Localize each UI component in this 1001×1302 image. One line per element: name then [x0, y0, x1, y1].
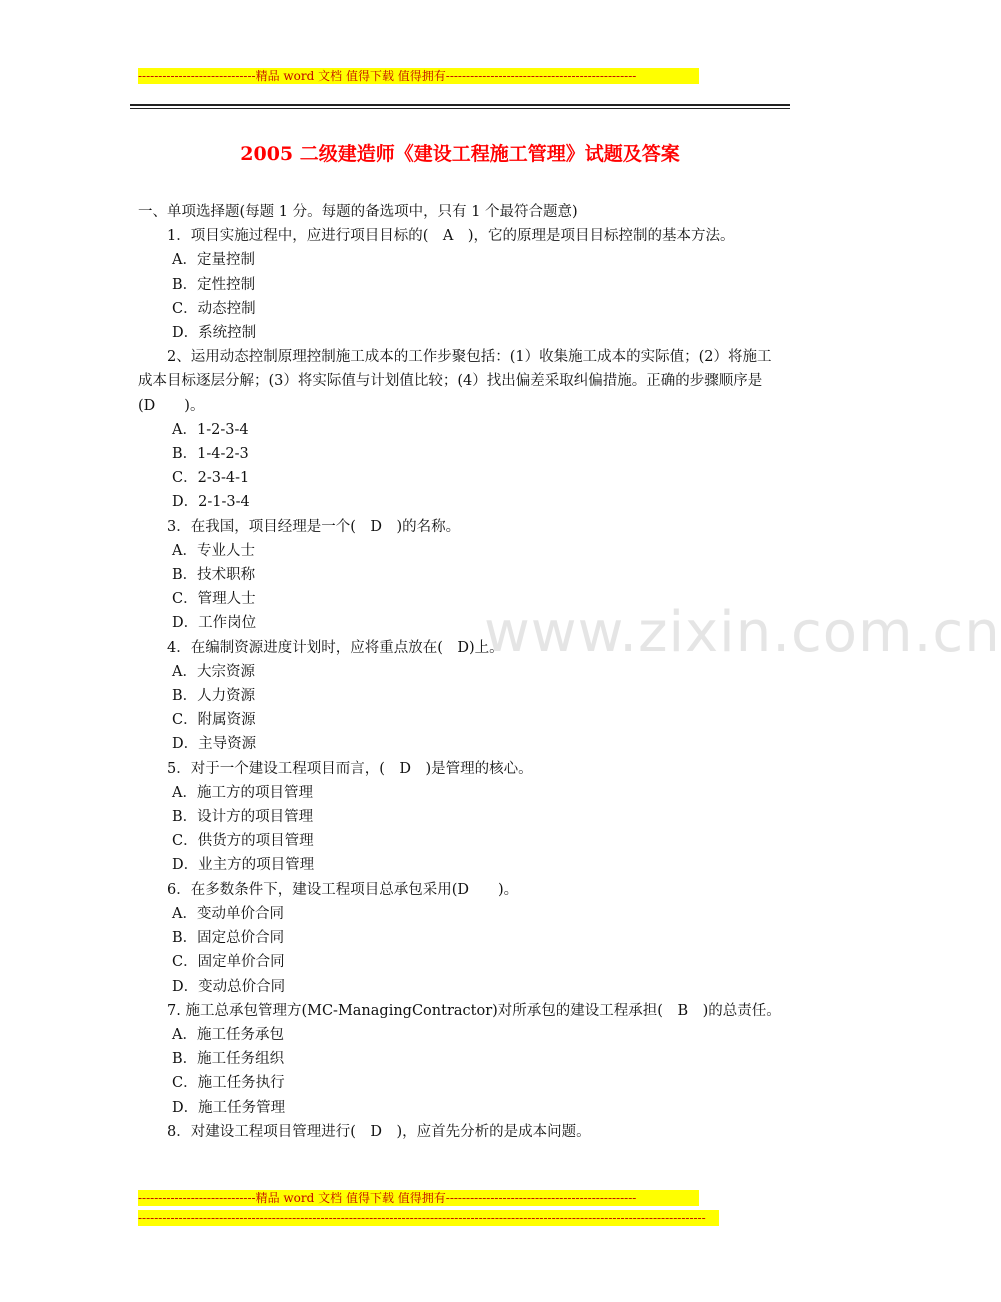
answer-option: D．业主方的项目管理 [172, 857, 315, 874]
watermark: www.zixin.com.cn [484, 600, 1001, 665]
answer-option: D．变动总价合同 [172, 978, 286, 995]
question-stem: 2、运用动态控制原理控制施工成本的工作步聚包括：(1）收集施工成本的实际值；(2）将施工成本目标逐层分解；(3）将实际值与计划值比较；(4）找出偏差采取纠偏措施。正确的步骤顺序是(D )。 [138, 349, 772, 414]
question-stem: 3．在我国，项目经理是一个( D )的名称。 [167, 518, 461, 535]
answer-option: C．固定单价合同 [172, 954, 285, 971]
bottom-dash-line: -------------------------------------------------------------------------------------------------------------------------------------------- [138, 1210, 719, 1226]
top-banner: -----------------------------精品 word 文档 值得下载 值得拥有----------------------------------------------- [138, 68, 699, 84]
document-body [138, 200, 784, 1144]
answer-option: D．主导资源 [172, 736, 257, 753]
answer-option: A．1-2-3-4 [172, 421, 249, 438]
header-rule-thin [130, 108, 790, 109]
question-stem: 4．在编制资源进度计划时，应将重点放在( D)上。 [167, 639, 504, 656]
question-stem: 6．在多数条件下，建设工程项目总承包采用(D )。 [167, 881, 519, 898]
answer-option: A．变动单价合同 [172, 905, 284, 922]
document-title: 2005 二级建造师《建设工程施工管理》试题及答案 [240, 143, 680, 165]
question-stem: 7. 施工总承包管理方(MC-ManagingContractor)对所承包的建设工程承担( B )的总责任。 [167, 1002, 781, 1019]
answer-option: C．供货方的项目管理 [172, 833, 314, 850]
answer-option: D．2-1-3-4 [172, 494, 250, 511]
answer-option: A．施工任务承包 [172, 1026, 284, 1043]
question-stem: 1．项目实施过程中，应进行项目目标的( A )，它的原理是项目目标控制的基本方法。 [167, 228, 735, 245]
answer-option: B．人力资源 [172, 688, 256, 705]
answer-option: A．专业人士 [172, 542, 255, 559]
bottom-banner: -----------------------------精品 word 文档 值得下载 值得拥有----------------------------------------------- [138, 1190, 699, 1206]
header-rule-thick [130, 104, 790, 106]
answer-option: A．施工方的项目管理 [172, 784, 313, 801]
answer-option: B．设计方的项目管理 [172, 809, 314, 826]
answer-option: D．施工任务管理 [172, 1099, 286, 1116]
section-heading: 一、单项选择题(每题 1 分。每题的备选项中，只有 1 个最符合题意) [138, 204, 578, 220]
question-stem: 5．对于一个建设工程项目而言，( D )是管理的核心。 [167, 760, 533, 777]
answer-option: D．系统控制 [172, 325, 257, 342]
question-list [138, 224, 784, 1144]
answer-option: D．工作岗位 [172, 615, 257, 632]
answer-option: C．附属资源 [172, 712, 256, 729]
question-stem: 8．对建设工程项目管理进行( D )，应首先分析的是成本问题。 [167, 1123, 591, 1140]
answer-option: A．大宗资源 [172, 663, 255, 680]
answer-option: C．动态控制 [172, 300, 256, 317]
answer-option: B．技术职称 [172, 567, 256, 584]
answer-option: B．施工任务组织 [172, 1051, 285, 1068]
answer-option: C．施工任务执行 [172, 1075, 285, 1092]
answer-option: B．1-4-2-3 [172, 446, 249, 463]
answer-option: B．固定总价合同 [172, 930, 285, 947]
answer-option: C．2-3-4-1 [172, 470, 250, 487]
answer-option: A．定量控制 [172, 252, 255, 269]
answer-option: B．定性控制 [172, 276, 256, 293]
answer-option: C．管理人士 [172, 591, 256, 608]
